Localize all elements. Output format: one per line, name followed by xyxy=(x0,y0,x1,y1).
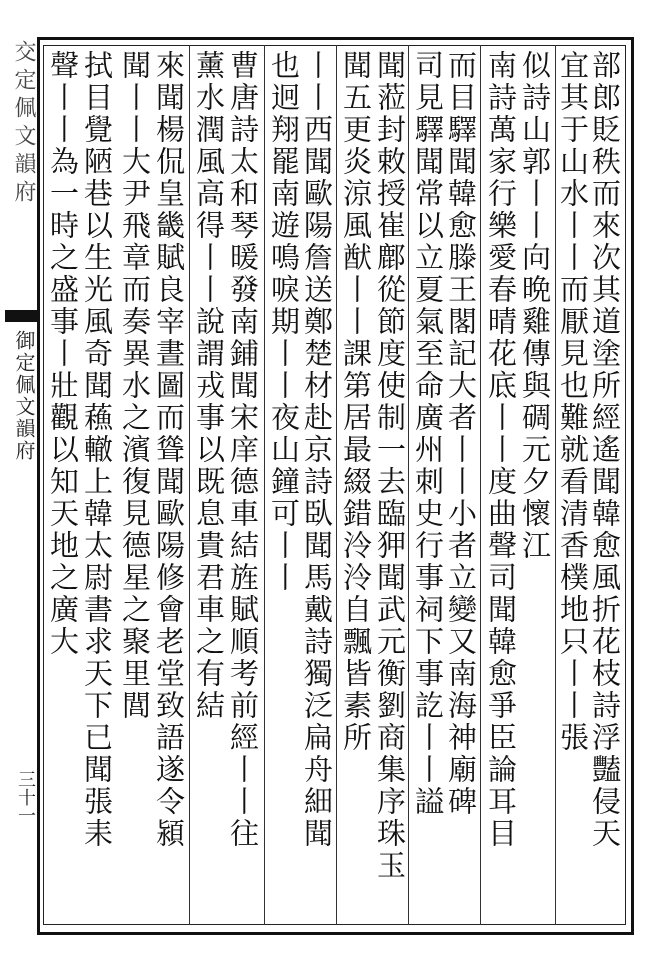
text-column-12: 薰水潤風高得丨丨說謂戎事以既息貴君車之有結 xyxy=(192,50,226,722)
text-column-7: 聞蒞封敕授崔鄜從節度使制一去臨狎聞武元衡劉商集序珠玉 xyxy=(373,50,407,882)
column-rule xyxy=(264,45,265,925)
margin-page-number: 三十一 xyxy=(15,770,36,824)
text-column-5: 而目驛聞韓愈滕王閣記大者丨丨小者立變又南海神廟碑 xyxy=(444,50,478,818)
text-column-2: 宜其于山水丨丨而厭見也難就看清香樸地只丨丨張 xyxy=(556,50,590,754)
column-rule xyxy=(189,45,190,925)
text-column-15: 拭目覺陋巷以生光風奇聞蘓轍上韓太尉書求天下已聞張耒 xyxy=(80,50,114,850)
margin-fish-tail-mark xyxy=(5,310,39,322)
text-column-10: 也迥翔罷南遊鳴唳期丨丨夜山鐘可丨丨 xyxy=(267,50,301,594)
page-margin xyxy=(5,40,39,940)
text-column-14: 聞丨丨大尹飛章而奏異水之濱復見德星之聚里閭 xyxy=(118,50,152,722)
text-column-1: 部郎貶秩而來次其道塗所經遙聞韓愈風折花枝詩浮豔侵天 xyxy=(588,50,622,850)
column-rule xyxy=(408,45,409,925)
text-column-9: 丨丨西聞歐陽詹送鄭楚材赴京詩臥聞馬戴詩獨泛扁舟細聞 xyxy=(300,50,334,850)
text-column-11: 曹唐詩太和琴暖發南鋪聞宋庠德車結旌賦順考前經丨丨往 xyxy=(226,50,260,850)
text-column-6: 司見驛聞常以立夏氣至命廣州刺史行事祠下事訖丨丨謚 xyxy=(411,50,445,818)
column-rule xyxy=(480,45,481,925)
column-rule xyxy=(336,45,337,925)
text-column-3: 似詩山郭丨丨向晩雞傳與碉元夕懷江 xyxy=(518,50,552,562)
text-column-4: 南詩萬家行樂愛春晴花底丨丨度曲聲司聞韓愈爭臣論耳目 xyxy=(484,50,518,850)
text-column-16: 聲丨丨為一時之盛事丨壯觀以知天地之廣大 xyxy=(46,50,80,658)
text-column-13: 來聞楊侃皇畿賦良宰晝圖而聳聞歐陽修會老堂致語遂令潁 xyxy=(152,50,186,850)
text-column-8: 聞五更炎涼風猷丨丨課第居最綴錯泠泠自飄皆素所 xyxy=(339,50,373,754)
margin-running-head: 交定佩文韻府 xyxy=(11,40,36,208)
margin-book-title: 御定佩文韻府 xyxy=(12,330,36,462)
